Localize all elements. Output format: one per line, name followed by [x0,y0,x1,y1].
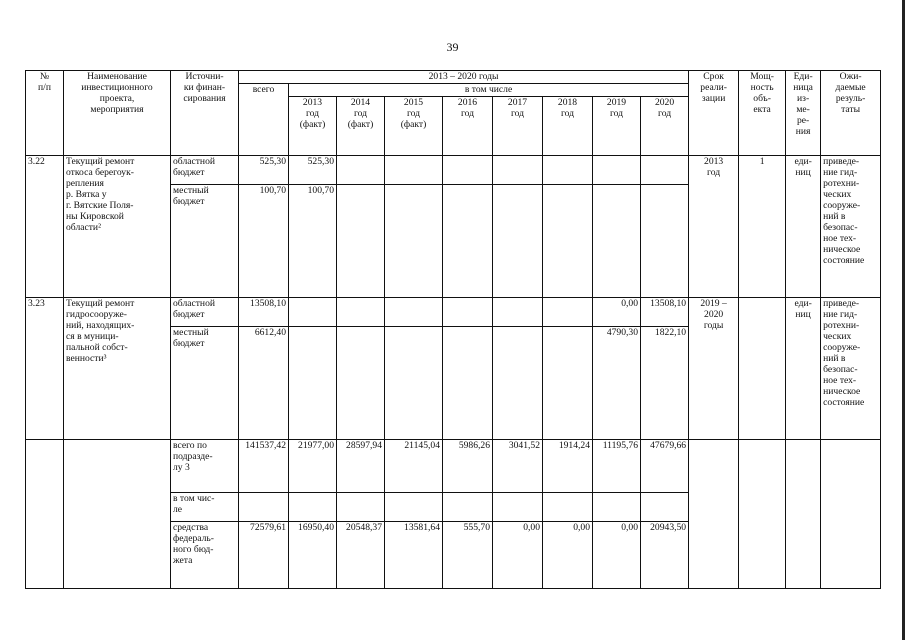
summary-empty-term [689,440,739,589]
row-year-value: 4790,30 [593,327,641,440]
row-year-value: 100,70 [289,185,337,298]
row-year-value [385,298,443,327]
row-year-value [443,185,493,298]
table-row [26,156,881,185]
header-year: 2019 год [593,97,641,156]
row-name: Текущий ремонт гидросооруже- ний, находящих- ся в муници- пальной собст- венности³ [64,298,171,440]
row-num: 3.22 [26,156,64,298]
row-year-value [337,185,385,298]
row-unit: еди- ниц [786,298,821,440]
header-year: 2017 год [493,97,543,156]
row-year-value [337,327,385,440]
row-source: областной бюджет [171,156,239,185]
row-total: 525,30 [239,156,289,185]
row-result: приведе- ние гид- ротехни- ческих сооруже- ний в безопас- ное тех- ническое состояние [821,298,881,440]
row-year-value [543,298,593,327]
row-year-value [385,185,443,298]
row-year-value [289,298,337,327]
header-including: в том числе [289,84,689,97]
summary-year-value: 5986,26 [443,440,493,493]
row-year-value [443,327,493,440]
row-year-value [593,185,641,298]
row-year-value [385,156,443,185]
summary-year-value: 0,00 [593,522,641,589]
row-capacity: 1 [739,156,786,298]
header-year: 2016 год [443,97,493,156]
summary-year-value: 13581,64 [385,522,443,589]
row-year-value: 0,00 [593,298,641,327]
summary-year-value: 47679,66 [641,440,689,493]
row-year-value [443,298,493,327]
summary-year-value: 555,70 [443,522,493,589]
table-row [26,298,881,327]
summary-year-value: 16950,40 [289,522,337,589]
header-year: 2018 год [543,97,593,156]
row-year-value: 13508,10 [641,298,689,327]
row-unit: еди- ниц [786,156,821,298]
summary-year-value: 11195,76 [593,440,641,493]
header-name: Наименование инвестиционного проекта, мероприятия [64,71,171,156]
summary-year-value: 20548,37 [337,522,385,589]
summary-year-value [543,493,593,522]
summary-empty-result [821,440,881,589]
row-total: 6612,40 [239,327,289,440]
summary-total [239,493,289,522]
header-total: всего [239,84,289,156]
summary-year-value: 3041,52 [493,440,543,493]
summary-year-value: 0,00 [543,522,593,589]
summary-year-value [289,493,337,522]
row-result: приведе- ние гид- ротехни- ческих сооруже- ний в безопас- ное тех- ническое состояние [821,156,881,298]
row-name: Текущий ремонт откоса берегоук- репления р. Вятка у г. Вятские Поля- ны Кировской области² [64,156,171,298]
row-year-value [543,156,593,185]
summary-year-value [641,493,689,522]
summary-label: средства федераль- ного бюд- жета [171,522,239,589]
row-term: 2019 – 2020 годы [689,298,739,440]
header-unit: Еди- ница из- ме- ре- ния [786,71,821,156]
summary-year-value [443,493,493,522]
row-year-value [493,298,543,327]
row-year-value [543,327,593,440]
row-year-value [385,327,443,440]
row-year-value: 525,30 [289,156,337,185]
summary-empty-num [26,440,64,589]
summary-year-value [493,493,543,522]
row-year-value [493,327,543,440]
summary-row [26,440,881,493]
summary-year-value: 20943,50 [641,522,689,589]
summary-year-value: 28597,94 [337,440,385,493]
investment-table [25,70,881,589]
header-year: 2013 год (факт) [289,97,337,156]
header-result: Ожи- даемые резуль- таты [821,71,881,156]
row-total: 100,70 [239,185,289,298]
summary-year-value: 0,00 [493,522,543,589]
summary-year-value [593,493,641,522]
summary-label: всего по подразде- лу 3 [171,440,239,493]
summary-label: в том чис- ле [171,493,239,522]
header-period: 2013 – 2020 годы [239,71,689,84]
summary-year-value [385,493,443,522]
summary-total: 72579,61 [239,522,289,589]
row-year-value [493,156,543,185]
row-year-value [543,185,593,298]
row-year-value [337,298,385,327]
summary-year-value [337,493,385,522]
summary-year-value: 21977,00 [289,440,337,493]
row-year-value [289,327,337,440]
header-num: № п/п [26,71,64,156]
row-source: местный бюджет [171,185,239,298]
row-term: 2013 год [689,156,739,298]
header-capacity: Мощ- ность объ- екта [739,71,786,156]
row-year-value [641,185,689,298]
row-year-value [493,185,543,298]
row-source: областной бюджет [171,298,239,327]
row-capacity [739,298,786,440]
header-term: Срок реали- зации [689,71,739,156]
summary-empty-name [64,440,171,589]
header-row-1 [26,71,881,84]
summary-empty-capacity [739,440,786,589]
row-total: 13508,10 [239,298,289,327]
row-source: местный бюджет [171,327,239,440]
summary-total: 141537,42 [239,440,289,493]
page-number: 39 [446,40,459,54]
row-year-value: 1822,10 [641,327,689,440]
header-year: 2015 год (факт) [385,97,443,156]
summary-year-value: 21145,04 [385,440,443,493]
row-year-value [443,156,493,185]
header-year: 2020 год [641,97,689,156]
row-year-value [641,156,689,185]
row-year-value [593,156,641,185]
header-source: Источни- ки финан- сирования [171,71,239,156]
summary-empty-unit [786,440,821,589]
row-num: 3.23 [26,298,64,440]
header-year: 2014 год (факт) [337,97,385,156]
row-year-value [337,156,385,185]
summary-year-value: 1914,24 [543,440,593,493]
